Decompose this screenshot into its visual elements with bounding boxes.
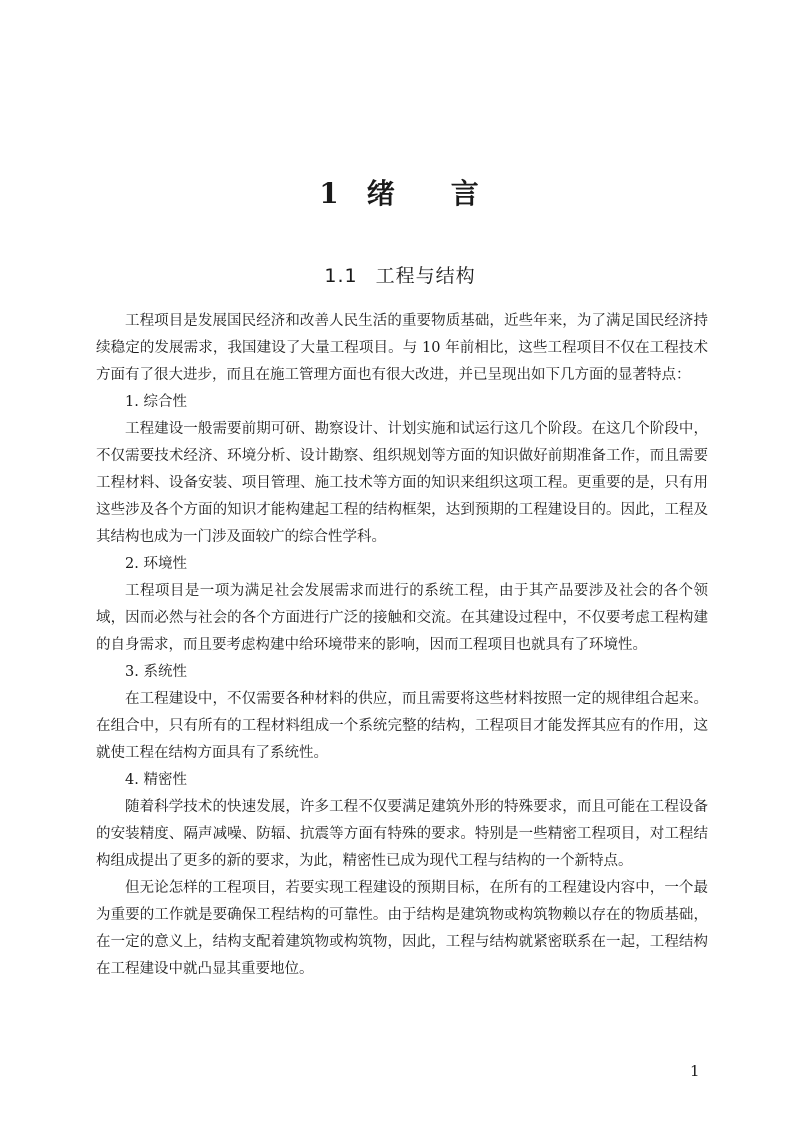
heading-precision: 4. 精密性 [125,772,187,788]
chapter-title-char-1: 绪 [366,177,397,210]
paragraph-conclusion: 但无论怎样的工程项目，若要实现工程建设的预期目标，在所有的工程建设内容中，一个最为重要的工作就是要确保工程结构的可靠性。由于结构是建筑物或构筑物赖以存在的物质基础，在一定的意义上，结构支配着建筑物或构筑物，因此，工程与结构就紧密联系在一起，工程结构在工程建设中就凸显其重要地位。 [96,880,708,977]
heading-comprehensiveness: 1. 综合性 [125,394,187,410]
section-title-text: 工程与结构 [375,265,476,287]
body-text [96,308,708,983]
heading-environmental: 2. 环境性 [125,556,187,572]
chapter-title [0,172,800,212]
chapter-number: 1 [319,177,341,210]
section-number: 1.1 [324,265,358,287]
paragraph-comprehensiveness: 工程建设一般需要前期可研、勘察设计、计划实施和试运行这几个阶段。在这几个阶段中，不仅需要技术经济、环境分析、设计勘察、组织规划等方面的知识做好前期准备工作，而且需要工程材料、设备安装、项目管理、施工技术等方面的知识来组织这项工程。更重要的是，只有用这些涉及各个方面的知识才能构建起工程的结构框架，达到预期的工程建设目的。因此，工程及其结构也成为一门涉及面较广的综合性学科。 [96,421,708,545]
section-title [0,261,800,288]
page-number: 1 [690,1062,700,1080]
paragraph-environmental: 工程项目是一项为满足社会发展需求而进行的系统工程，由于其产品要涉及社会的各个领域，因而必然与社会的各个方面进行广泛的接触和交流。在其建设过程中，不仅要考虑工程构建的自身需求，而且要考虑构建中给环境带来的影响，因而工程项目也就具有了环境性。 [96,583,708,653]
paragraph-precision: 随着科学技术的快速发展，许多工程不仅要满足建筑外形的特殊要求，而且可能在工程设备的安装精度、隔声减噪、防辐、抗震等方面有特殊的要求。特别是一些精密工程项目，对工程结构组成提出了更多的新的要求，为此，精密性已成为现代工程与结构的一个新特点。 [96,799,708,869]
paragraph-intro: 工程项目是发展国民经济和改善人民生活的重要物质基础，近些年来，为了满足国民经济持续稳定的发展需求，我国建设了大量工程项目。与 10 年前相比，这些工程项目不仅在工程技术方面有了很大进步，而且在施工管理方面也有很大改进，并已呈现出如下几方面的显著特点： [96,313,708,383]
heading-systematic: 3. 系统性 [125,664,187,680]
chapter-title-char-2: 言 [450,177,481,210]
paragraph-systematic: 在工程建设中，不仅需要各种材料的供应，而且需要将这些材料按照一定的规律组合起来。在组合中，只有所有的工程材料组成一个系统完整的结构，工程项目才能发挥其应有的作用，这就使工程在结构方面具有了系统性。 [96,691,708,761]
